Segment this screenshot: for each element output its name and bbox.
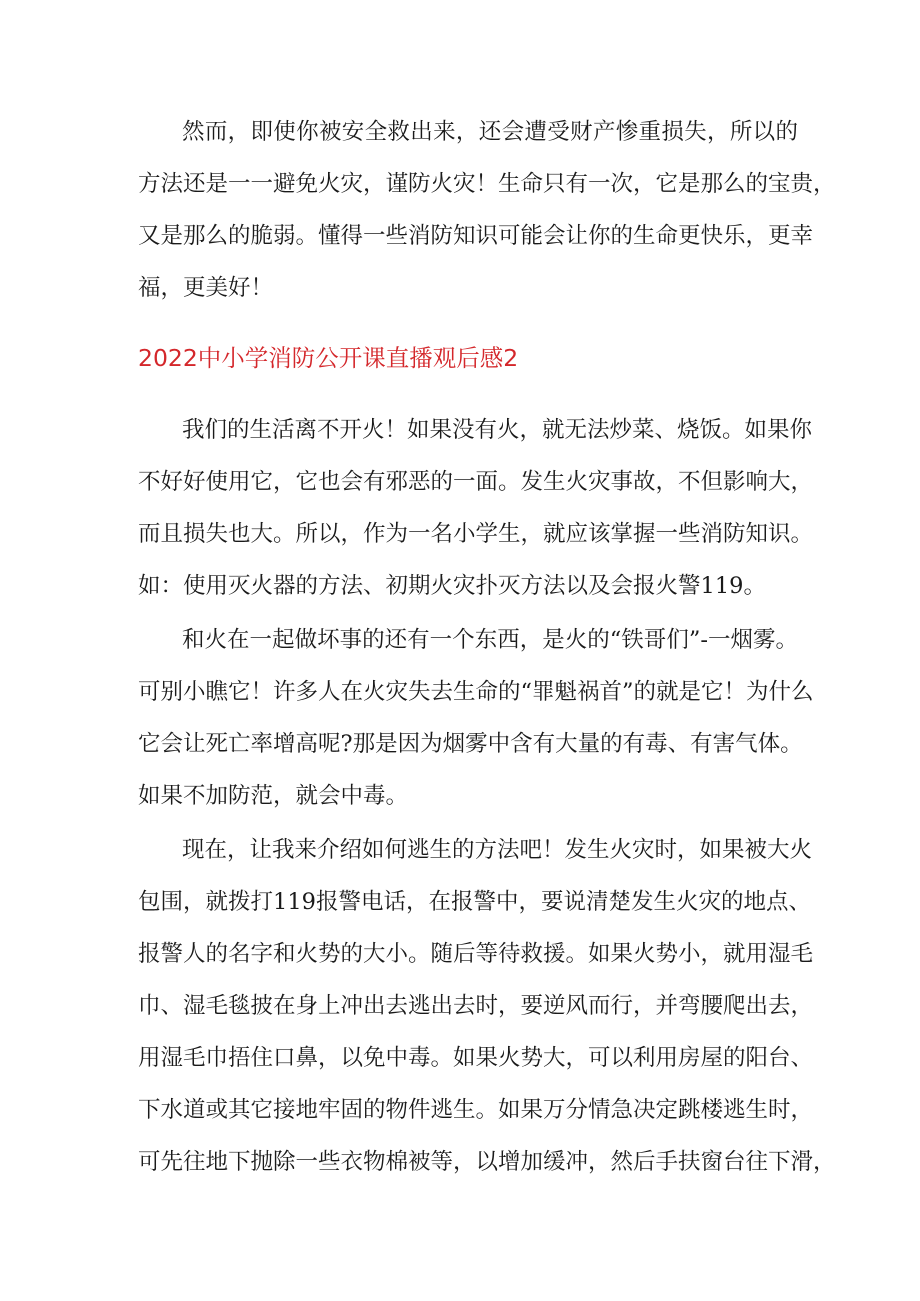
paragraph-line: 可别小瞧它！许多人在火灾失去生命的“罪魁祸首”的就是它！为什么 (138, 679, 814, 705)
paragraph-line: 它会让死亡率增高呢?那是因为烟雾中含有大量的有毒、有害气体。 (138, 731, 803, 757)
paragraph-line: 可先往地下抛除一些衣物棉被等，以增加缓冲，然后手扶窗台往下滑， (138, 1149, 836, 1175)
section-heading: 2022中小学消防公开课直播观后感2 (138, 344, 519, 372)
paragraph-line: 如果不加防范，就会中毒。 (138, 783, 409, 809)
paragraph-line: 巾、湿毛毯披在身上冲出去逃出去时，要逆风而行，并弯腰爬出去， (138, 993, 814, 1019)
paragraph-line: 现在，让我来介绍如何逃生的方法吧！发生火灾时，如果被大火 (182, 837, 813, 863)
paragraph-line: 而且损失也大。所以，作为一名小学生，就应该掌握一些消防知识。 (138, 521, 814, 547)
paragraph-line: 报警人的名字和火势的大小。随后等待救援。如果火势小，就用湿毛 (138, 941, 814, 967)
paragraph-line: 如：使用灭火器的方法、初期火灾扑灭方法以及会报火警119。 (138, 573, 766, 599)
paragraph-line: 下水道或其它接地牢固的物件逃生。如果万分情急决定跳楼逃生时， (138, 1097, 814, 1123)
paragraph-line: 然而，即使你被安全救出来，还会遭受财产惨重损失，所以的 (182, 119, 798, 145)
paragraph-line: 又是那么的脆弱。懂得一些消防知识可能会让你的生命更快乐，更幸 (138, 223, 814, 249)
paragraph-line: 方法还是一一避免火灾，谨防火灾！生命只有一次，它是那么的宝贵， (138, 171, 836, 197)
paragraph-line: 和火在一起做坏事的还有一个东西，是火的“铁哥们”-一烟雾。 (182, 627, 798, 653)
paragraph-line: 福，更美好！ (138, 275, 274, 301)
paragraph-4 (138, 824, 836, 1188)
paragraph-2 (138, 404, 814, 612)
paragraph-line: 不好好使用它，它也会有邪恶的一面。发生火灾事故，不但影响大， (138, 469, 814, 495)
paragraph-3 (138, 614, 814, 822)
paragraph-line: 包围，就拨打119报警电话，在报警中，要说清楚发生火灾的地点、 (138, 889, 811, 915)
paragraph-line: 我们的生活离不开火！如果没有火，就无法炒菜、烧饭。如果你 (182, 417, 813, 443)
paragraph-1 (138, 106, 836, 314)
paragraph-line: 用湿毛巾捂住口鼻，以免中毒。如果火势大，可以利用房屋的阳台、 (138, 1045, 814, 1071)
